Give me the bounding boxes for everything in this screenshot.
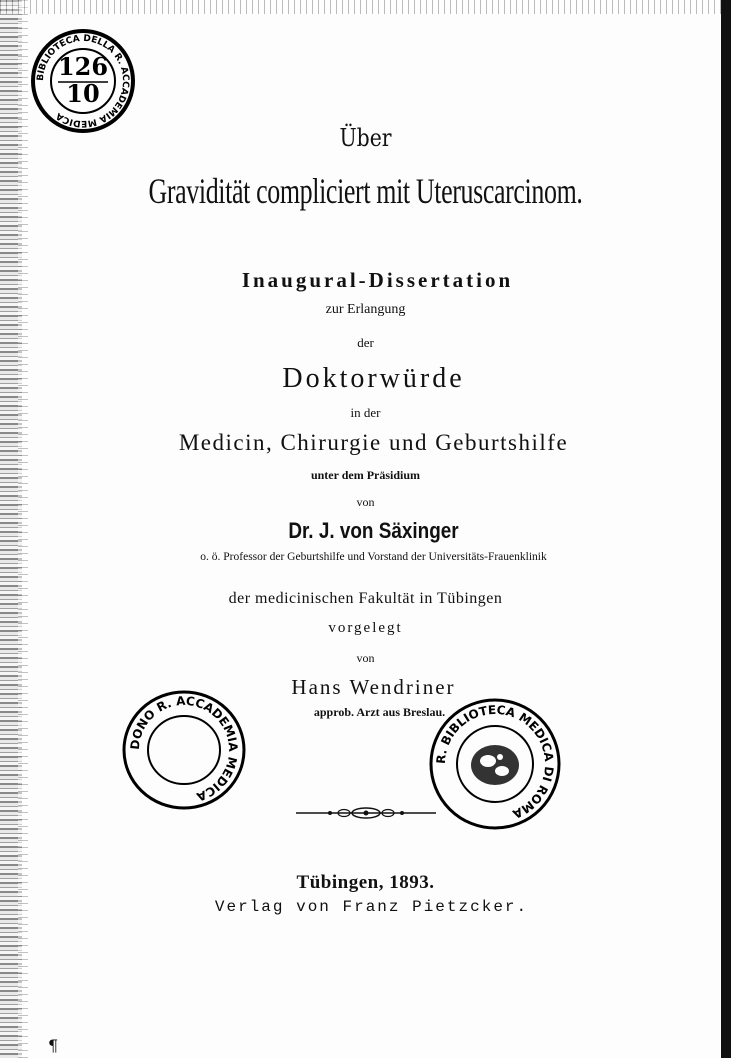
page-edge-top: [0, 0, 731, 14]
praeses-name: Dr. J. von Säxinger: [288, 518, 459, 543]
biblioteca-roma-stamp-text: R. BIBLIOTECA MEDICA DI ROMA: [433, 702, 557, 822]
zur-erlangung: zur Erlangung: [325, 302, 406, 317]
von-line-2: von: [356, 651, 375, 665]
faculty-line: der medicinischen Fakultät in Tübingen: [228, 590, 503, 607]
imprint-place-year: Tübingen, 1893.: [296, 872, 435, 893]
author-name: Hans Wendriner: [291, 675, 456, 699]
wolf-emblem-icon: [471, 745, 519, 785]
vorgelegt-line: vorgelegt: [328, 620, 403, 636]
accademia-stamp-ring: [120, 688, 248, 812]
dissertation-title: Gravidität compliciert mit Uteruscarcinom.: [148, 171, 583, 211]
praesidium-line: unter dem Präsidium: [310, 468, 421, 482]
title-over: Über: [339, 124, 392, 152]
accademia-stamp: [120, 688, 248, 812]
der-line: der: [357, 335, 374, 350]
author-title: approb. Arzt aus Breslau.: [313, 705, 446, 719]
von-line-1: von: [356, 495, 375, 509]
degree-fields: Medicin, Chirurgie und Geburtshilfe: [178, 430, 569, 455]
imprint-publisher: Verlag von Franz Pietzcker.: [214, 898, 529, 916]
degree-name: Doktorwürde: [282, 363, 465, 394]
biblioteca-roma-stamp: [428, 697, 562, 831]
biblioteca-roma-stamp-ring: [428, 697, 562, 831]
library-stamp-ring-text: BIBLIOTECA DELLA R. ACCADEMIA MEDICA: [35, 33, 131, 129]
library-stamp-number-bottom: 10: [66, 79, 100, 108]
accademia-stamp-text: DONO R. ACCADEMIA MEDICA: [127, 693, 241, 804]
ornament-divider: [296, 806, 436, 820]
svg-text:DONO R. ACCADEMIA MEDICA: [128, 694, 240, 804]
library-stamp: [30, 28, 136, 134]
in-der-line: in der: [350, 405, 381, 420]
dissertation-type: Inaugural-Dissertation: [241, 268, 514, 292]
library-stamp-number-top: 126: [57, 52, 109, 81]
footer-mark: ¶: [48, 1036, 59, 1055]
praeses-title: o. ö. Professor der Geburtshilfe und Vorstand der Universitäts-Frauenklinik: [200, 551, 547, 563]
